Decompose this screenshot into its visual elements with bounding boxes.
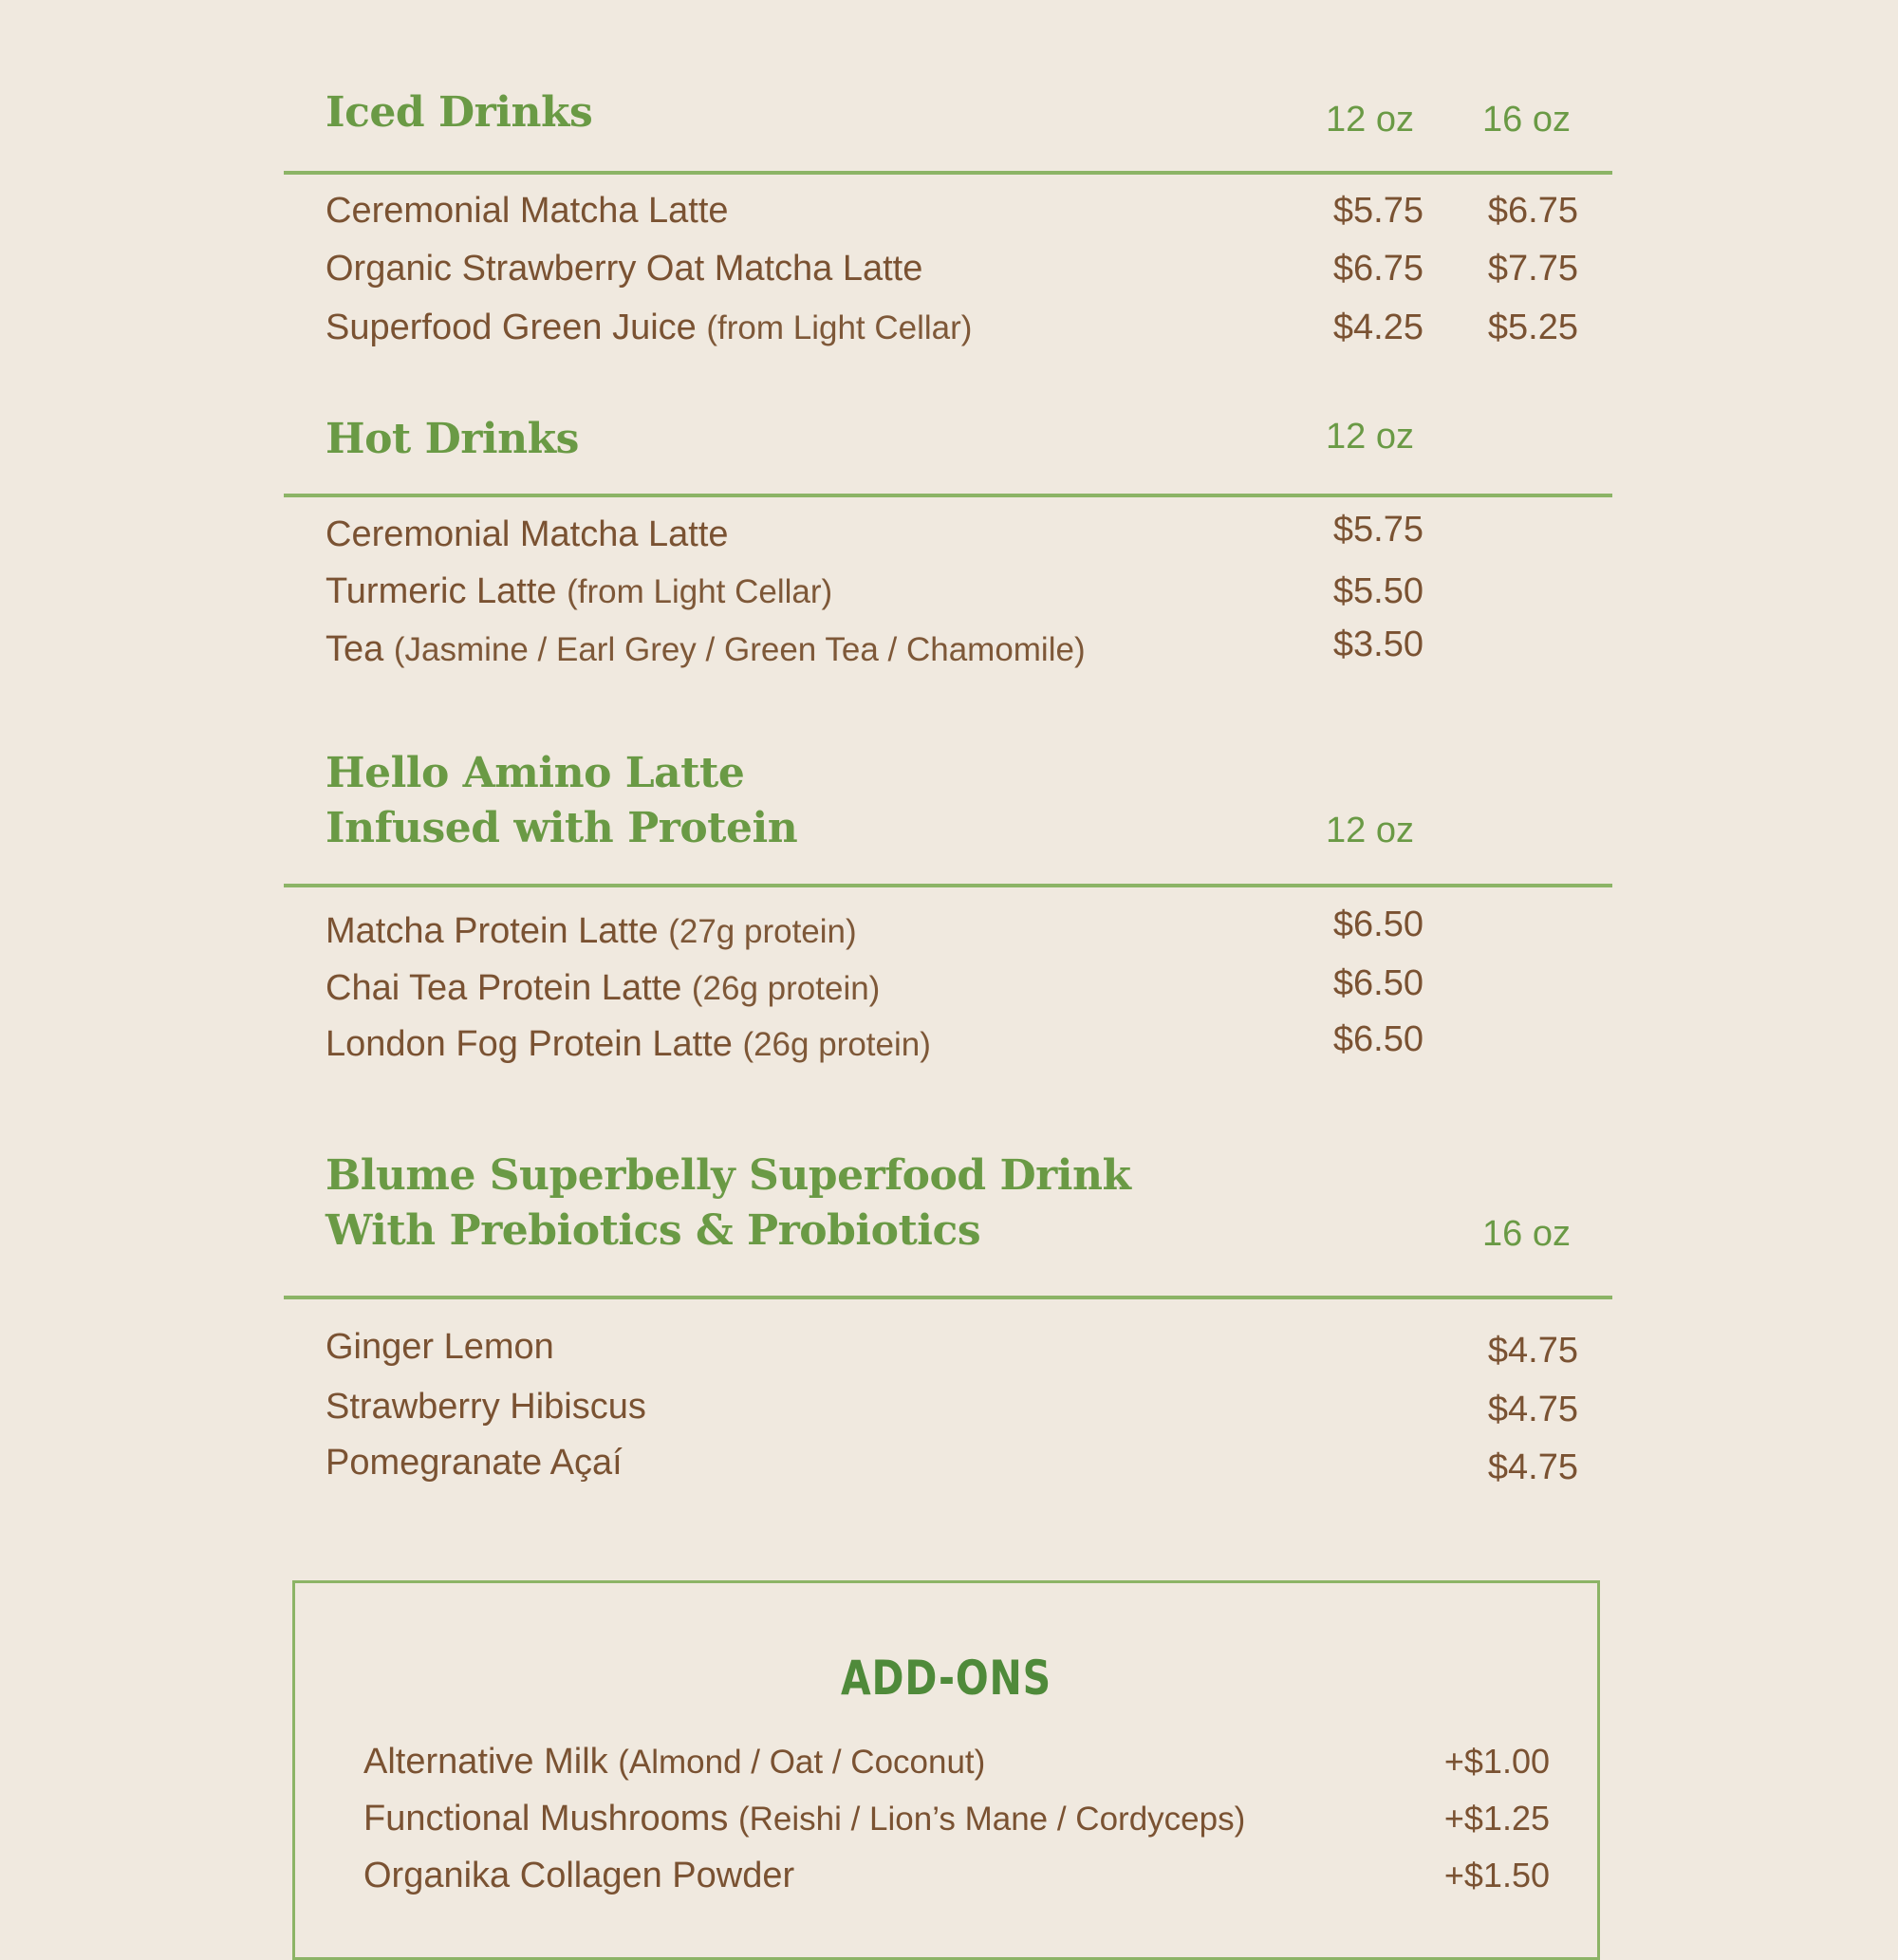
addon-name: Alternative Milk bbox=[363, 1742, 608, 1782]
item-price-12oz: $6.50 bbox=[1332, 905, 1424, 944]
addon-name: Organika Collagen Powder bbox=[363, 1856, 795, 1895]
section-subtitle: With Prebiotics & Probiotics bbox=[326, 1206, 981, 1255]
item-note: (27g protein) bbox=[668, 913, 857, 950]
item-name: Turmeric Latte bbox=[326, 571, 557, 611]
item-price-12oz: $6.50 bbox=[1332, 963, 1424, 1003]
item-name: Ceremonial Matcha Latte bbox=[326, 191, 729, 231]
addon-note: (Almond / Oat / Coconut) bbox=[618, 1744, 986, 1781]
item-price-12oz: $5.75 bbox=[1332, 191, 1424, 231]
item-price-12oz: $5.75 bbox=[1332, 510, 1424, 550]
item-name: Matcha Protein Latte bbox=[326, 911, 659, 951]
addon-item bbox=[363, 1852, 1550, 1899]
item-name-wrap bbox=[326, 1383, 646, 1430]
item-name-wrap bbox=[326, 1439, 623, 1486]
size-header-12oz: 12 oz bbox=[1326, 100, 1414, 140]
menu-item bbox=[326, 1439, 1578, 1486]
item-name: Pomegranate Açaí bbox=[326, 1443, 623, 1483]
size-header-16oz: 16 oz bbox=[1482, 100, 1571, 140]
item-price-16oz: $5.25 bbox=[1487, 308, 1578, 347]
section-divider bbox=[284, 494, 1612, 497]
addon-note: (Reishi / Lion’s Mane / Cordyceps) bbox=[737, 1801, 1246, 1838]
item-name: Ceremonial Matcha Latte bbox=[326, 514, 729, 554]
section-title: Hello Amino Latte bbox=[326, 749, 745, 797]
addon-price: +$1.25 bbox=[1443, 1799, 1550, 1838]
item-name-wrap bbox=[326, 511, 729, 558]
section-title: Hot Drinks bbox=[326, 415, 579, 463]
addon-item bbox=[363, 1738, 1550, 1785]
menu-item bbox=[326, 511, 1578, 558]
item-price-16oz: $7.75 bbox=[1487, 249, 1578, 289]
size-header-16oz: 16 oz bbox=[1482, 1214, 1571, 1254]
addon-name: Functional Mushrooms bbox=[363, 1799, 729, 1839]
item-price-16oz: $6.75 bbox=[1487, 191, 1578, 231]
item-name-wrap bbox=[326, 304, 972, 352]
item-price-16oz: $4.75 bbox=[1487, 1390, 1578, 1429]
item-name-wrap bbox=[326, 245, 922, 292]
menu-item bbox=[326, 907, 1578, 955]
menu-item bbox=[326, 187, 1578, 234]
item-name-wrap bbox=[326, 964, 880, 1013]
item-price-12oz: $4.25 bbox=[1332, 308, 1424, 347]
addon-name-wrap bbox=[363, 1852, 794, 1899]
item-name: Superfood Green Juice bbox=[326, 308, 697, 347]
item-price-16oz: $4.75 bbox=[1487, 1331, 1578, 1371]
addon-name-wrap bbox=[363, 1738, 985, 1786]
item-price-16oz: $4.75 bbox=[1487, 1447, 1578, 1487]
size-header-12oz: 12 oz bbox=[1326, 417, 1414, 457]
item-name: Tea bbox=[326, 629, 384, 669]
menu-item bbox=[326, 1020, 1578, 1068]
section-title: Blume Superbelly Superfood Drink bbox=[326, 1151, 1131, 1200]
section-subtitle: Infused with Protein bbox=[326, 804, 798, 852]
item-name: London Fog Protein Latte bbox=[326, 1024, 733, 1064]
section-divider bbox=[284, 1296, 1612, 1299]
item-note: (from Light Cellar) bbox=[567, 573, 833, 610]
addon-name-wrap bbox=[363, 1795, 1245, 1843]
item-note: (from Light Cellar) bbox=[706, 309, 973, 346]
item-name-wrap bbox=[326, 187, 729, 234]
item-name: Ginger Lemon bbox=[326, 1327, 554, 1367]
addon-item bbox=[363, 1795, 1550, 1842]
menu-item bbox=[326, 568, 1578, 615]
menu-item bbox=[326, 1383, 1578, 1430]
item-price-12oz: $5.50 bbox=[1332, 571, 1424, 611]
item-name-wrap bbox=[326, 568, 832, 616]
menu-item bbox=[326, 304, 1578, 351]
item-name-wrap bbox=[326, 907, 857, 956]
menu-item bbox=[326, 625, 1578, 673]
section-divider bbox=[284, 884, 1612, 887]
item-name: Organic Strawberry Oat Matcha Latte bbox=[326, 249, 923, 289]
addon-price: +$1.00 bbox=[1443, 1742, 1550, 1781]
item-name-wrap bbox=[326, 1020, 931, 1069]
section-title: Iced Drinks bbox=[326, 88, 593, 137]
item-name-wrap bbox=[326, 1323, 554, 1371]
item-name-wrap bbox=[326, 625, 1086, 674]
item-name: Strawberry Hibiscus bbox=[326, 1387, 646, 1427]
item-price-12oz: $3.50 bbox=[1332, 625, 1424, 664]
menu-item bbox=[326, 964, 1578, 1012]
addons-title: ADD-ONS bbox=[840, 1651, 1052, 1706]
item-note: (Jasmine / Earl Grey / Green Tea / Chamomile) bbox=[393, 631, 1086, 668]
item-price-12oz: $6.75 bbox=[1332, 249, 1424, 289]
addon-price: +$1.50 bbox=[1443, 1856, 1550, 1895]
section-divider bbox=[284, 171, 1612, 175]
item-note: (26g protein) bbox=[742, 1026, 931, 1063]
size-header-12oz: 12 oz bbox=[1326, 811, 1414, 850]
item-note: (26g protein) bbox=[691, 970, 881, 1007]
menu-item bbox=[326, 245, 1578, 292]
item-name: Chai Tea Protein Latte bbox=[326, 968, 682, 1008]
item-price-12oz: $6.50 bbox=[1332, 1019, 1424, 1059]
menu-item bbox=[326, 1323, 1578, 1371]
addons-box bbox=[292, 1580, 1600, 1960]
